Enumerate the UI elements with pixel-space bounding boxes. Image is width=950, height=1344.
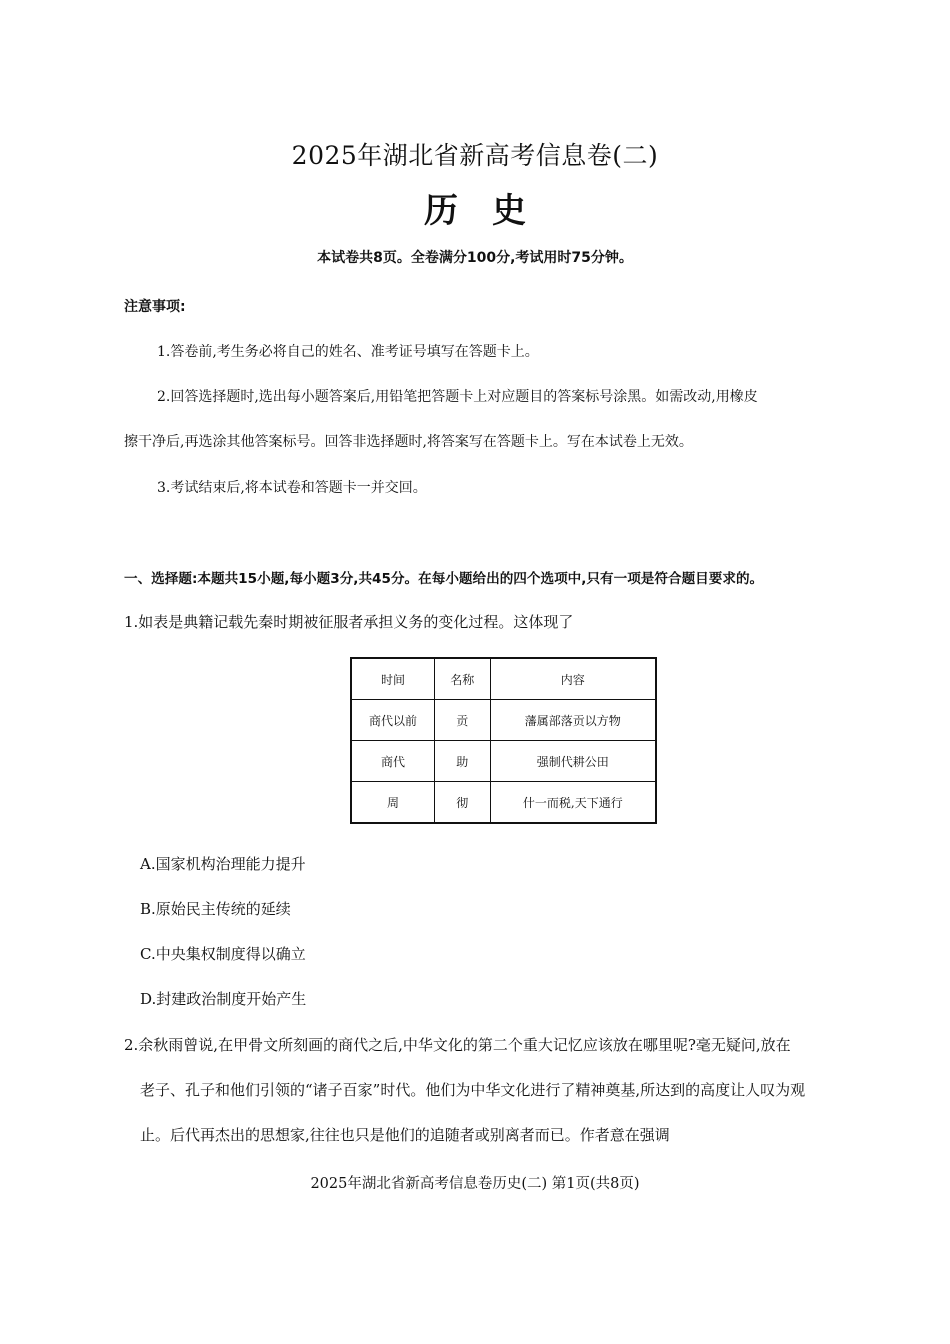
- exam-info: 本试卷共8页。全卷满分100分,考试用时75分钟。: [317, 250, 633, 266]
- page-footer: 2025年湖北省新高考信息卷历史(二) 第1页(共8页): [310, 1176, 640, 1192]
- table-cell: 彻: [434, 782, 490, 824]
- table-header-cell: 名称: [434, 658, 490, 700]
- table-cell: 周: [351, 782, 434, 824]
- question-2-line-1: 2.余秋雨曾说,在甲骨文所刻画的商代之后,中华文化的第二个重大记忆应该放在哪里呢?毫无疑问,放在: [124, 1036, 791, 1054]
- table-cell: 助: [434, 741, 490, 782]
- table-row: [351, 741, 656, 782]
- table-header-cell: 时间: [351, 658, 434, 700]
- question-1-option-b: B.原始民主传统的延续: [140, 900, 291, 918]
- question-1-option-c: C.中央集权制度得以确立: [140, 945, 306, 963]
- question-1-option-a: A.国家机构治理能力提升: [140, 855, 306, 873]
- table-row: [351, 782, 656, 824]
- section-1-heading: 一、选择题:本题共15小题,每小题3分,共45分。在每小题给出的四个选项中,只有一项是符合题目要求的。: [124, 571, 764, 587]
- question-2-line-3: 止。后代再杰出的思想家,往往也只是他们的追随者或别离者而已。作者意在强调: [140, 1126, 670, 1144]
- exam-title: 2025年湖北省新高考信息卷(二): [291, 141, 659, 170]
- notice-heading: 注意事项:: [124, 299, 186, 315]
- table-header-row: [351, 658, 656, 700]
- question-1-stem: 1.如表是典籍记载先秦时期被征服者承担义务的变化过程。这体现了: [124, 613, 574, 631]
- notice-item-1: 1.答卷前,考生务必将自己的姓名、准考证号填写在答题卡上。: [157, 344, 539, 360]
- notice-item-2-line-1: 2.回答选择题时,选出每小题答案后,用铅笔把答题卡上对应题目的答案标号涂黑。如需改动,用橡皮: [157, 389, 758, 405]
- table-row: [351, 700, 656, 741]
- notice-item-2-line-2: 擦干净后,再选涂其他答案标号。回答非选择题时,将答案写在答题卡上。写在本试卷上无效。: [124, 434, 693, 450]
- table-cell: 藩属部落贡以方物: [490, 700, 656, 741]
- table-cell: 商代: [351, 741, 434, 782]
- table-header-cell: 内容: [490, 658, 656, 700]
- table-cell: 强制代耕公田: [490, 741, 656, 782]
- table-cell: 商代以前: [351, 700, 434, 741]
- question-1-option-d: D.封建政治制度开始产生: [140, 990, 307, 1008]
- question-1-table: [350, 657, 657, 824]
- question-2-line-2: 老子、孔子和他们引领的“诸子百家”时代。他们为中华文化进行了精神奠基,所达到的高度让人叹为观: [140, 1081, 806, 1099]
- table-cell: 贡: [434, 700, 490, 741]
- subject-title: 历史: [424, 191, 560, 231]
- table-cell: 什一而税,天下通行: [490, 782, 656, 824]
- notice-item-3: 3.考试结束后,将本试卷和答题卡一并交回。: [157, 480, 427, 496]
